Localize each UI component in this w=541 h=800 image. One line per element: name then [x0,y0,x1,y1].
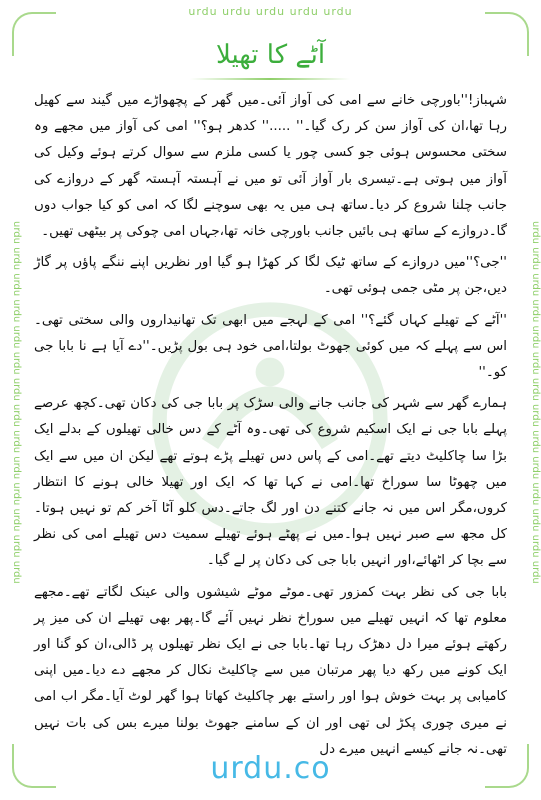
left-border-pattern: urdu urdu urdu urdu urdu urdu urdu urdu urdu urdu urdu urdu urdu urdu [11,220,22,584]
story-paragraph: ''آٹے کے تھیلے کہاں گئے؟'' امی کے لہجے میں ابھی تک تھانیداروں والی سختی تھی۔اس سے پہلے کہ میں کوئی جھوٹ بولتا،امی خود ہی بول پڑیں۔''دے آیا ہے نا بابا جی کو۔'' [34,312,507,381]
story-title: آٹے کا تھیلا [215,40,326,70]
story-paragraph: شہباز!''باورچی خانے سے امی کی آواز آئی۔میں گھر کے پچھواڑے میں گیند سے کھیل رہا تھا،ان کی آواز سن کر رک گیا۔'' .....'' کدھر ہو؟'' امی کی آواز میں مجھے وہ سختی محسوس ہوئی جو کسی چور یا کسی ملزم سے سوال کرتے ہوئے وکیل کی آواز میں ہوتی ہے۔تیسری بار آواز آئی تو میں نے آہستہ آہستہ گھر کے دروازے کی جانب چلنا شروع کر دیا۔ساتھ ہی میں یہ بھی سوچنے لگا کہ امی کو کیا جواب دوں گا۔دروازے کے ساتھ ہی بائیں جانب باورچی خانہ تھا،جہاں امی چوکی پر بیٹھی تھیں۔ [34,93,507,240]
top-border-pattern: urdu urdu urdu urdu urdu [188,4,353,18]
right-border-pattern: urdu urdu urdu urdu urdu urdu urdu urdu urdu urdu urdu urdu urdu urdu [530,220,541,584]
title-divider [190,78,350,80]
story-paragraph: ''جی؟''میں دروازے کے ساتھ ٹیک لگا کر کھڑا ہو گیا اور نظریں اپنے ننگے پاؤں پر گاڑ دیں،جن پر مٹی جمی ہوئی تھی۔ [34,255,507,297]
story-paragraph: بابا جی کی نظر بہت کمزور تھی۔موٹے موٹے شیشوں والی عینک لگاتے تھے۔مجھے معلوم تھا کہ انہیں تھیلے میں سوراخ نظر نہیں آئے گا۔پھر بھی تھیلے ان کی میز پر رکھتے ہوئے میرا دل دھڑک رہا تھا۔بابا جی نے ایک نظر تھیلوں پر ڈالی،ان کو گنا اور ایک کونے میں رکھ دیا پھر مرتبان میں سے چاکلیٹ نکال کر مجھے دے دیا۔میں اپنی کامیابی پر بہت خوش ہوا اور راستے بھر چاکلیٹ کھاتا ہوا گھر لوٹ آیا۔مگر اب امی نے میری چوری پکڑ لی تھی اور ان کے سامنے جھوٹ بولنا میرے بس کی بات نہیں تھی۔نہ جانے کیسے انہیں میرے دل [34,584,507,757]
story-body [34,88,507,768]
site-logo-text: urdu.co [210,751,331,786]
story-paragraph: ہمارے گھر سے شہر کی جانب جانے والی سڑک پر بابا جی کی دکان تھی۔کچھ عرصے پہلے بابا جی نے ایک اسکیم شروع کی تھی۔وہ آٹے کے دس خالی تھیلوں کے بدلے ایک بڑا سا چاکلیٹ دیتے تھے۔امی کے پاس دس تھیلے پڑے ہوتے تھے لیکن ان میں سے ایک میں چھوٹا سا سوراخ تھا۔امی نے کہا تھا کہ ایک اور تھیلا خالی ہونے کا انتظار کروں،مگر اس میں نہ جانے کتنے دن اور لگ جاتے۔دس کلو آٹا آخر کم تو نہیں ہوتا۔کل مجھ سے صبر نہیں ہوا۔میں نے پھٹے ہوئے تھیلے سمیت دس تھیلے امی کی نظر سے بچا کر اٹھائے،اور انہیں بابا جی کی دکان پر لے گیا۔ [34,396,507,569]
